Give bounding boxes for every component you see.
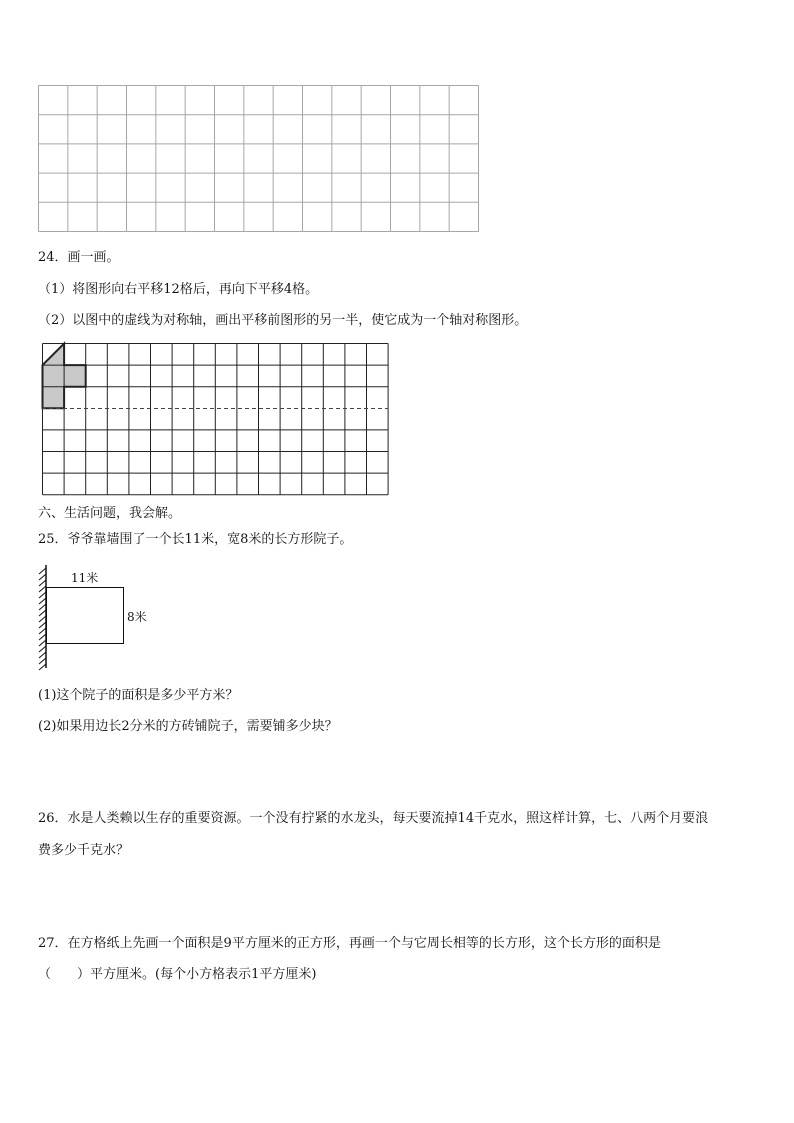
q25-number: 25． xyxy=(38,532,68,547)
wall-hatch xyxy=(39,640,46,646)
q25-sub2: (2)如果用边长2分米的方砖铺院子，需要铺多少块？ xyxy=(38,719,338,734)
q25-sub1: (1)这个院子的面积是多少平方米？ xyxy=(38,688,239,703)
q26-line2: 费多少千克水？ xyxy=(38,843,130,858)
wall-hatch xyxy=(39,598,46,604)
wall-hatch xyxy=(39,646,46,652)
q26-number: 26． xyxy=(38,811,68,826)
q24-part1: （1）将图形向右平移12格后，再向下平移4格。 xyxy=(38,282,319,297)
yard-length-label: 11米 xyxy=(71,571,99,585)
q27-number: 27． xyxy=(38,936,68,951)
wall-hatch xyxy=(39,592,46,598)
q26-body: 水是人类赖以生存的重要资源。一个没有拧紧的水龙头，每天要流掉14千克水，照这样计算，七、八两个月要浪 xyxy=(67,811,709,826)
wall-hatch xyxy=(39,574,46,580)
wall-hatch xyxy=(39,664,46,670)
yard-width-label: 8米 xyxy=(127,610,147,624)
wall-hatch xyxy=(39,634,46,640)
q24-number: 24． xyxy=(38,250,68,265)
wall-hatch xyxy=(39,658,46,664)
section6-heading: 六、生活问题，我会解。 xyxy=(38,506,182,521)
wall-hatch xyxy=(39,610,46,616)
wall-hatch xyxy=(39,652,46,658)
q24-part2: （2）以图中的虚线为对称轴，画出平移前图形的另一半，使它成为一个轴对称图形。 xyxy=(38,313,528,328)
wall-hatch xyxy=(39,616,46,622)
q25-body: 爷爷靠墙围了一个长11米，宽8米的长方形院子。 xyxy=(67,532,353,547)
wall-hatch xyxy=(39,628,46,634)
yard-rectangle xyxy=(47,588,124,644)
wall-hatch xyxy=(39,622,46,628)
wall-hatch xyxy=(39,604,46,610)
wall-hatch xyxy=(39,568,46,574)
q27-line2: （ ）平方厘米。(每个小方格表示1平方厘米) xyxy=(38,967,317,982)
q24-title: 画一画。 xyxy=(67,250,120,265)
q26-line1 xyxy=(38,811,708,827)
q27-line1 xyxy=(38,936,661,952)
wall-hatch xyxy=(39,586,46,592)
wall-hatch xyxy=(39,580,46,586)
q27-body: 在方格纸上先画一个面积是9平方厘米的正方形，再画一个与它周长相等的长方形，这个长方形的面积是 xyxy=(67,936,661,951)
